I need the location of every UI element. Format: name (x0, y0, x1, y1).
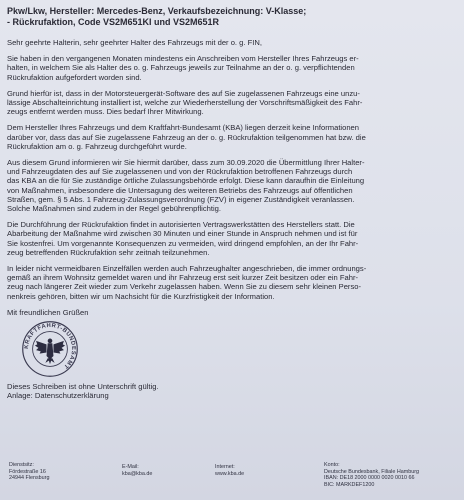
paragraph-line: nenkreis gehören, bitten wir um Nachsicht für die Kurzfristigkeit der Information. (7, 291, 275, 301)
footer-email (122, 464, 152, 477)
paragraph-line: das KBA an die für Sie zuständige örtliche Zulassungsbehörde erfolgt. Diese kann daraufhin die Einleitung (7, 176, 365, 186)
paragraph-line: Straßen, gem. § 5 Abs. 1 Fahrzeug-Zulassungsverordnung (FZV) in eigener Zuständigkeit veranlassen. (7, 194, 355, 204)
footer-email-value: kba@kba.de (122, 470, 153, 477)
footer-office (9, 462, 49, 482)
letter-footer (0, 440, 464, 500)
eagle-seal-icon (21, 320, 79, 378)
footer-internet-value: www.kba.de (215, 470, 245, 477)
paragraph-line: Dem Hersteller Ihres Fahrzeugs und dem Kraftfahrt-Bundesamt (KBA) liegen derzeit keine Informationen (7, 123, 360, 133)
paragraph-line: Solche Maßnahmen sind zudem in der Regel gebührenpflichtig. (7, 204, 222, 214)
paragraph-3 (7, 123, 454, 151)
paragraph-2 (7, 89, 454, 117)
paragraph-line: Die Durchführung der Rückrufaktion findet in autorisierten Vertragswerkstätten des Herstellers statt. Die (7, 220, 355, 230)
paragraph-line: Abarbeitung der Maßnahme wird zwischen 30 Minuten und einer Stunde in Anspruch nehmen und ist für (7, 229, 358, 239)
paragraph-line: Grund hierfür ist, dass in der Motorsteuergerät-Software des auf Sie zugelassenen Fahrzeugs eine unzu- (7, 88, 360, 98)
paragraph-line: lässige Abschalteinrichtung installiert ist, welche zur Wiederherstellung der Vorschriftsmäßigkeit des Fahr- (7, 98, 363, 108)
footer-office-street: Fördestraße 16 (9, 468, 46, 475)
paragraph-5 (7, 220, 454, 257)
paragraph-4 (7, 158, 454, 213)
subject-line-2: - Rückrufaktion, Code VS2M651KI und VS2M651R (7, 17, 220, 27)
paragraph-line: Rückrufaktion am o. g. Fahrzeug durchgeführt wurde. (7, 141, 187, 151)
paragraph-line: halten, in welchem Sie als Halter des o. g. Fahrzeugs jeweils zur Teilnahme an der o. g. verpflichtenden (7, 63, 355, 73)
paragraph-line: zeug betreffenden Rückrufaktion sehr zeitnah teilzunehmen. (7, 247, 210, 257)
salutation: Sehr geehrte Halterin, sehr geehrter Halter des Fahrzeugs mit der o. g. FIN, (7, 38, 262, 47)
footer-internet (215, 464, 244, 477)
paragraph-line: darüber vor, dass das auf Sie zugelassene Fahrzeug an der o. g. Rückrufaktion teilgenommen hat bzw. die (7, 132, 366, 142)
paragraph-line: von Maßnahmen, insbesondere die Untersagung des weiteren Betriebs des Fahrzeugs auf öffentlichen (7, 185, 353, 195)
paragraph-line: zeug nach längerer Zeit wieder zum Verkehr zugelassen haben. Wenn Sie zu diesem sehr kleinen Perso- (7, 282, 362, 292)
paragraph-line: Rückrufaktion aufgefordert worden sind. (7, 72, 142, 82)
paragraph-6 (7, 264, 454, 301)
footer-account-iban: IBAN: DE18 2000 0000 0020 0010 66 (324, 475, 415, 482)
footer-account-label: Konto: (324, 462, 340, 468)
paragraph-line: Aus diesem Grund informieren wir Sie hiermit darüber, dass zum 30.09.2020 die Übermittlung Ihrer Halter- (7, 158, 365, 168)
seal-text: KRAFTFAHRT-BUNDESAMT (23, 322, 77, 370)
paragraph-line: gemäß an ihrem Wohnsitz gemeldet waren und ihr Fahrzeug erst seit kurzer Zeit besitzen oder ein Fahr- (7, 273, 359, 283)
footer-account (324, 462, 419, 488)
closing: Mit freundlichen Grüßen (7, 307, 89, 317)
paragraph-line: Sie haben in den vergangenen Monaten mindestens ein Anschreiben vom Hersteller Ihres Fahrzeugs er- (7, 54, 359, 64)
footer-office-label: Dienstsitz: (9, 462, 34, 468)
subject-line-1: Pkw/Lkw, Hersteller: Mercedes-Benz, Verkaufsbezeichnung: V-Klasse; (7, 6, 307, 16)
footer-account-bank: Deutsche Bundesbank, Filiale Hamburg (324, 468, 419, 475)
footer-internet-label: Internet: (215, 464, 235, 470)
paragraph-1 (7, 54, 454, 82)
footer-account-bic: BIC: MARKDEF1200 (324, 481, 375, 488)
paragraph-line: zeugs entfernt werden muss. Dies bedarf Ihrer Mitwirkung. (7, 107, 204, 117)
paragraph-line: Sie kostenfrei. Um vorgenannte Konsequenzen zu vermeiden, wird dringend empfohlen, an der Ihr Fahr- (7, 238, 359, 248)
seal-area (7, 320, 454, 380)
paragraph-line: und Fahrzeugdaten des auf Sie zugelassenen und von der Rückrufaktion betroffenen Fahrzeugs durch (7, 167, 353, 177)
footer-office-city: 24944 Flensburg (9, 475, 50, 482)
letter-subject (7, 6, 454, 28)
paragraph-line: In leider nicht vermeidbaren Einzelfällen werden auch Fahrzeughalter angeschrieben, die immer ordnungs- (7, 264, 367, 274)
attachment-note: Anlage: Datenschutzerklärung (7, 391, 109, 401)
signature-note: Dieses Schreiben ist ohne Unterschrift gültig. (7, 382, 159, 392)
footer-email-label: E-Mail: (122, 464, 139, 470)
